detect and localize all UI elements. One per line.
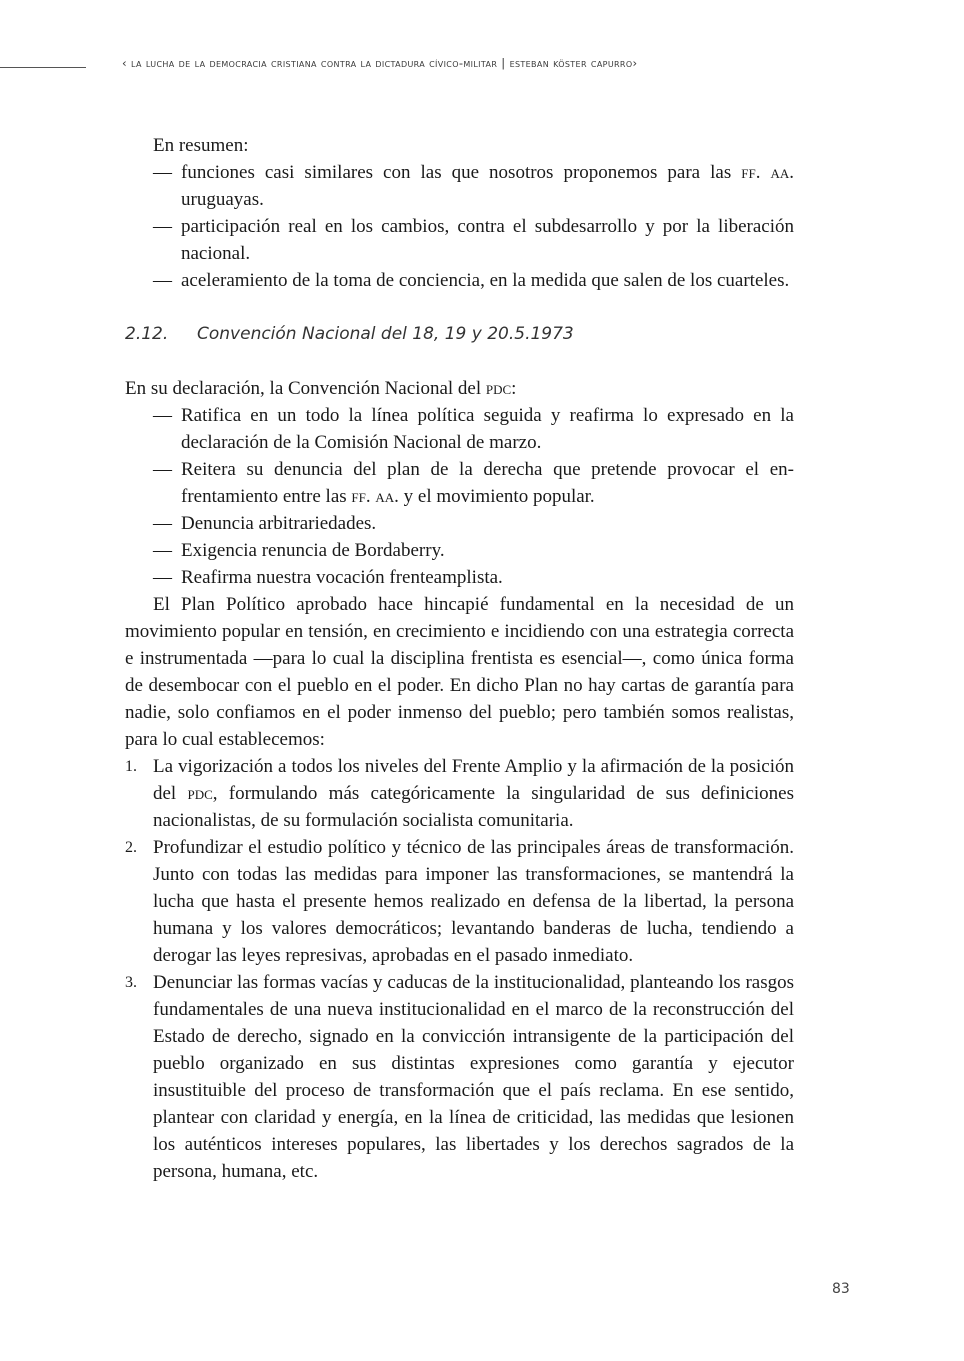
list-item-text: Denuncia arbitrariedades. (181, 513, 377, 534)
list-item (125, 510, 794, 537)
summary-list (125, 159, 794, 294)
dash-mark: — (153, 405, 172, 426)
list-item-text: Exigencia renuncia de Bordaberry. (181, 540, 445, 561)
section-heading (125, 321, 794, 348)
summary-intro: En resumen: (153, 135, 249, 156)
page-body (125, 132, 794, 1185)
item-number: 3. (125, 974, 137, 991)
list-item-text: y el movimiento popular. (398, 486, 595, 507)
numbered-item-text: Denunciar las formas vacías y caducas de la institucionalidad, planteando los rasgos fundamentales de una nueva institucionalidad en el marco de la reconstrucción del Estado de derecho, signado en la convicción intransigente de la participación del pueblo organizado en sus distintas expresiones como garantía y ejecutor insustituible del proceso de transformación que el país reclama. En ese sentido, plantear con claridad y energía, en la línea de criticidad, las medidas que lesionen los auténticos intereses populares, las libertades y los derechos sagrados de la persona, humana, etc. (153, 972, 794, 1182)
list-item-text: funciones casi similares con las que nosotros proponemos para las (181, 162, 742, 183)
running-head (122, 56, 822, 70)
running-head-title: la lucha de la democracia cristiana contra la dictadura cívico-militar (131, 56, 498, 70)
list-item-text: uruguayas. (181, 189, 264, 210)
paragraph-text: En su declaración, la Convención Nacional del (125, 378, 486, 399)
running-head-author: esteban köster capurro (509, 56, 633, 70)
list-item-text: participación real en los cambios, contra el subdesarrollo y por la liberación nacional. (181, 216, 794, 264)
list-item (125, 267, 794, 294)
running-head-close: › (632, 56, 638, 70)
numbered-item (125, 969, 794, 1185)
dash-mark: — (153, 270, 172, 291)
declaration-intro (125, 375, 794, 402)
list-item-text: aceleramiento de la toma de conciencia, en la medida que salen de los cuarteles. (181, 270, 790, 291)
section-title: Convención Nacional del 18, 19 y 20.5.1973 (197, 324, 574, 344)
abbreviation: pdc (187, 783, 213, 804)
list-item (125, 213, 794, 267)
running-head-open: ‹ (122, 56, 132, 70)
item-number: 1. (125, 758, 137, 775)
numbered-item-text: La vigorización a todos los niveles del Frente Amplio y la afirmación de la posición del (153, 756, 794, 804)
numbered-list (125, 753, 794, 1185)
list-item (125, 537, 794, 564)
header-rule (0, 67, 86, 68)
dash-mark: — (153, 540, 172, 561)
numbered-item-text: , formulando más categóricamente la singularidad de sus definiciones nacionalistas, de su formulación socialista comunitaria. (153, 783, 794, 831)
abbreviation: ff. aa. (351, 486, 399, 507)
dash-mark: — (153, 162, 172, 183)
abbreviation: pdc (485, 378, 512, 399)
item-number: 2. (125, 839, 137, 856)
list-item (125, 456, 794, 510)
abbreviation: ff. aa. (741, 162, 794, 183)
page-number: 83 (832, 1281, 850, 1297)
list-item-text: Reitera su denuncia del plan de la derecha que pretende provocar el enfrentamiento entre las (181, 459, 794, 507)
list-item (125, 402, 794, 456)
declaration-list (125, 402, 794, 591)
list-item (125, 159, 794, 213)
dash-mark: — (153, 513, 172, 534)
running-head-separator: | (497, 56, 510, 70)
paragraph-text: : (511, 378, 517, 399)
list-item-text: Ratifica en un todo la línea política seguida y reafirma lo expresado en la declaración de la Comisión Nacional de marzo. (181, 405, 794, 453)
numbered-item-text: Profundizar el estudio político y técnico de las principales áreas de transformación. Junto con todas las medidas para imponer las transformaciones, se mantendrá la lucha que hasta el presente hemos realizado en defensa de la libertad, la persona humana y los valores democráticos; levantando banderas de lucha, tendiendo a derogar las leyes represivas, aprobadas en el pasado inmediato. (153, 837, 794, 966)
dash-mark: — (153, 216, 172, 237)
section-number: 2.12. (125, 324, 169, 344)
numbered-item (125, 834, 794, 969)
list-item (125, 564, 794, 591)
list-item-text: Reafirma nuestra vocación frenteamplista. (181, 567, 503, 588)
numbered-item (125, 753, 794, 834)
plan-paragraph: El Plan Político aprobado hace hincapié fundamental en la necesidad de un movimiento popular en tensión, en crecimiento e incidiendo con una estrategia correcta e instrumentada —para lo cual la disciplina frentista es esencial—, como única forma de desembocar con el pueblo en el poder. En dicho Plan no hay cartas de garantía para nadie, solo confiamos en el poder inmenso del pueblo; pero también somos realistas, para lo cual establecemos: (125, 594, 794, 750)
dash-mark: — (153, 567, 172, 588)
dash-mark: — (153, 459, 172, 480)
